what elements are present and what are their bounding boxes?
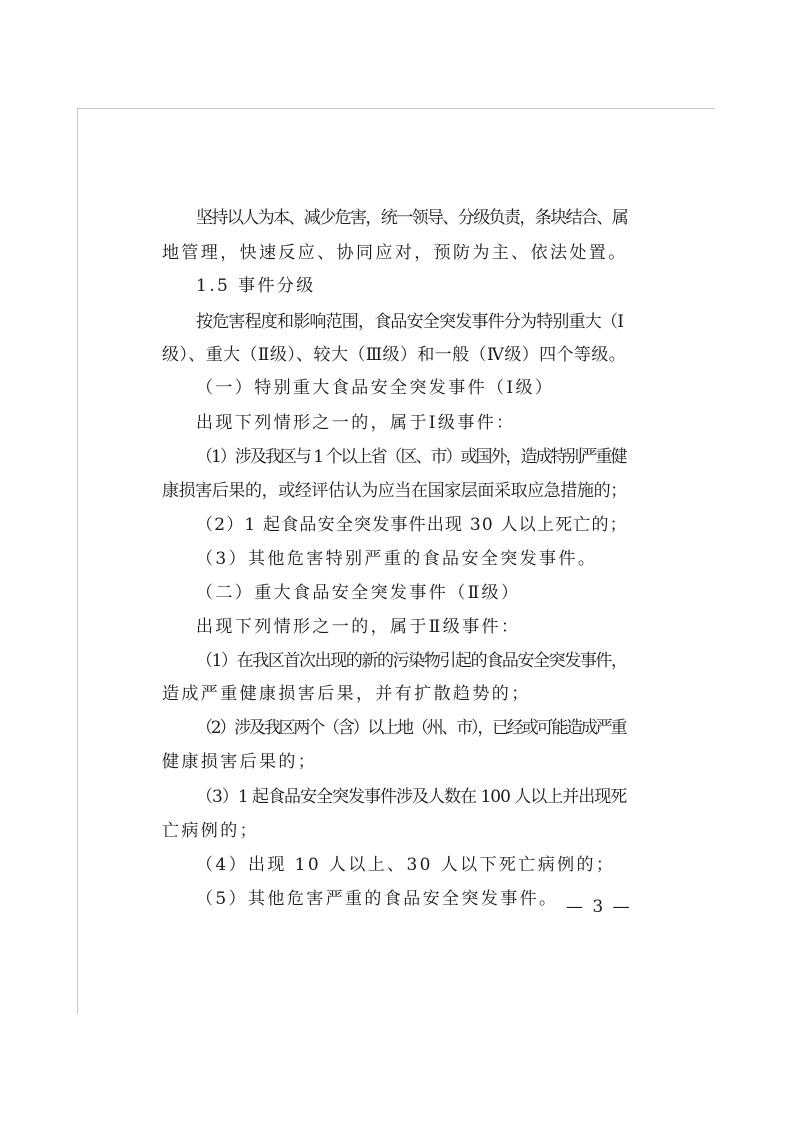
body-line: 造成严重健康损害后果，并有扩散趋势的； xyxy=(162,684,531,704)
body-line: 级）、重大（Ⅱ级）、较大（Ⅲ级）和一般（Ⅳ级）四个等级。 xyxy=(162,345,627,365)
list-item: （4）出现 10 人以上、30 人以下死亡病例的； xyxy=(196,855,616,875)
subsection-heading: （一）特别重大食品安全突发事件（Ⅰ级） xyxy=(196,378,555,398)
page-number: — 3 — xyxy=(566,897,632,917)
list-item: （2）涉及我区两个（含）以上地（州、市），已经或可能造成严重 xyxy=(196,718,626,738)
body-line: 坚持以人为本、减少危害，统一领导、分级负责，条块结合、属 xyxy=(196,208,628,228)
list-item: （3）1 起食品安全突发事件涉及人数在 100 人以上并出现死 xyxy=(196,787,627,807)
list-item: （1）涉及我区与 1 个以上省（区、市）或国外，造成特别严重健 xyxy=(196,447,626,467)
body-line: 出现下列情形之一的，属于Ⅰ级事件： xyxy=(196,413,516,433)
page-top-border xyxy=(77,108,714,109)
body-line: 地管理，快速反应、协同应对，预防为主、依法处置。 xyxy=(162,243,628,263)
list-item: （1）在我区首次出现的新的污染物引起的食品安全突发事件， xyxy=(196,651,627,671)
body-line: 健康损害后果的； xyxy=(162,752,318,772)
subsection-heading: （二）重大食品安全突发事件（Ⅱ级） xyxy=(196,583,521,603)
section-heading: 1.5 事件分级 xyxy=(196,276,316,296)
body-line: 康损害后果的，或经评估认为应当在国家层面采取应急措施的； xyxy=(162,481,627,501)
list-item: （2）1 起食品安全突发事件出现 30 人以上死亡的； xyxy=(196,515,628,535)
list-item: （5）其他危害严重的食品安全突发事件。 xyxy=(196,889,559,909)
body-line: 亡病例的； xyxy=(162,821,259,841)
body-line: 出现下列情形之一的，属于Ⅱ级事件： xyxy=(196,617,521,637)
list-item: （3）其他危害特别严重的食品安全突发事件。 xyxy=(196,549,598,569)
body-line: 按危害程度和影响范围，食品安全突发事件分为特别重大（Ⅰ xyxy=(196,312,624,332)
page-left-border xyxy=(77,108,78,1014)
